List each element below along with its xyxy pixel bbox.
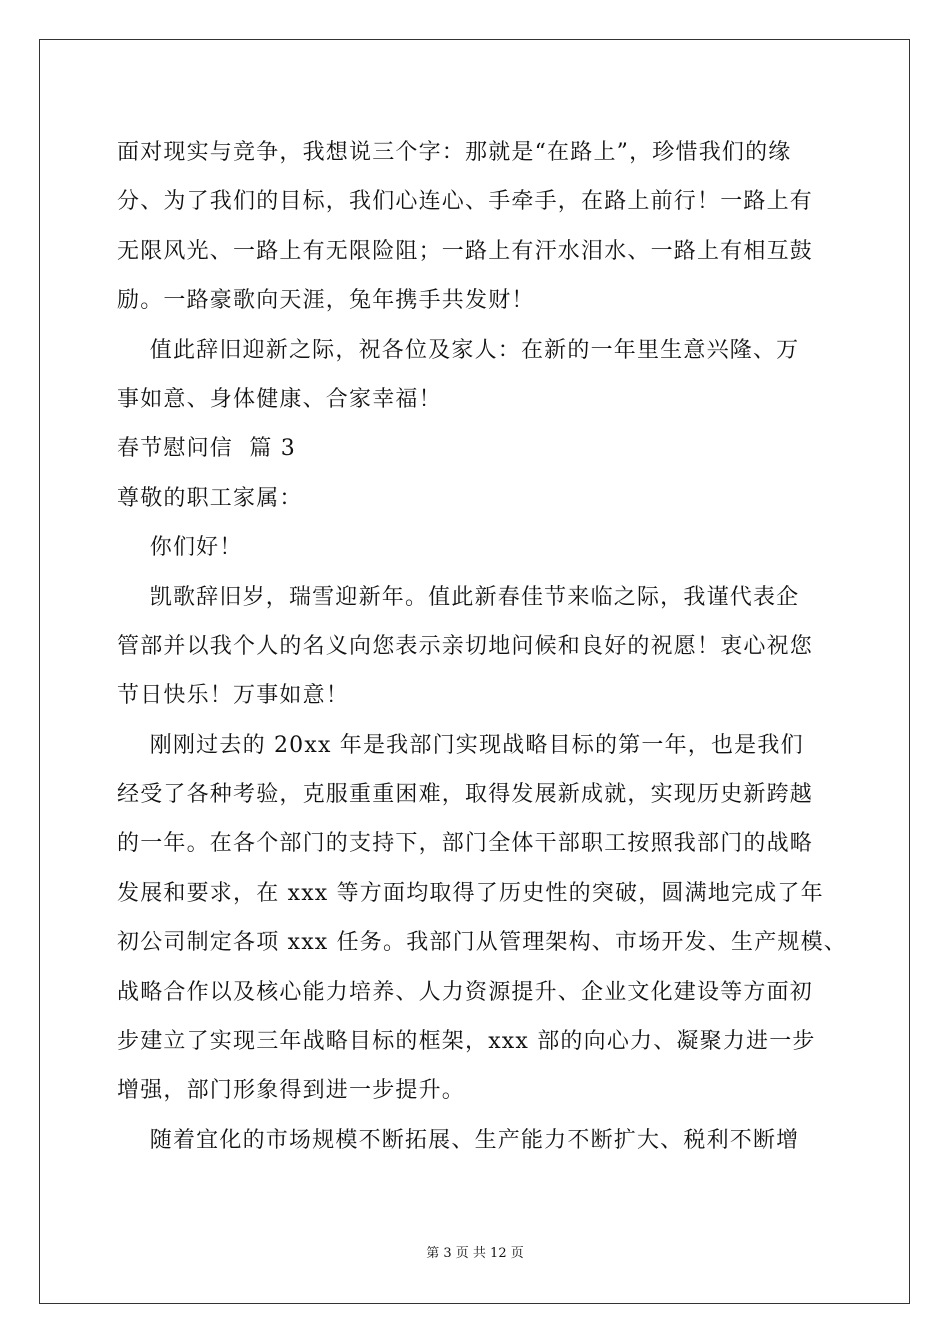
text-line: 的一年。在各个部门的支持下，部门全体干部职工按照我部门的战略 [117, 831, 814, 857]
text-line: 增强，部门形象得到进一步提升。 [117, 1078, 466, 1104]
text-line: 战略合作以及核心能力培养、人力资源提升、企业文化建设等方面初 [117, 979, 814, 1005]
section-heading: 春节慰问信 篇 3 [117, 436, 296, 462]
text-line: 值此辞旧迎新之际，祝各位及家人：在新的一年里生意兴隆、万 [117, 337, 800, 363]
text-line: 随着宜化的市场规模不断拓展、生产能力不断扩大、税利不断增 [117, 1127, 800, 1153]
text-line: 管部并以我个人的名义向您表示亲切地问候和良好的祝愿！衷心祝您 [117, 633, 814, 659]
text-line: 凯歌辞旧岁，瑞雪迎新年。值此新春佳节来临之际，我谨代表企 [117, 584, 800, 610]
text-line: 节日快乐！万事如意！ [117, 683, 350, 709]
text-line: 初公司制定各项 xxx 任务。我部门从管理架构、市场开发、生产规模、 [117, 930, 848, 956]
text-line: 面对现实与竞争，我想说三个字：那就是“在路上”，珍惜我们的缘 [117, 140, 792, 165]
text-line: 发展和要求，在 xxx 等方面均取得了历史性的突破，圆满地完成了年 [117, 880, 824, 906]
text-line: 事如意、身体健康、合家幸福！ [117, 386, 442, 412]
text-line: 分、为了我们的目标，我们心连心、手牵手，在路上前行！一路上有 [117, 189, 814, 215]
text-line: 步建立了实现三年战略目标的框架，xxx 部的向心力、凝聚力进一步 [117, 1029, 816, 1055]
text-line: 经受了各种考验，克服重重困难，取得发展新成就，实现历史新跨越 [117, 782, 814, 808]
page-footer: 第 3 页 共 12 页 [426, 1246, 524, 1261]
text-line: 刚刚过去的 20xx 年是我部门实现战略目标的第一年，也是我们 [117, 732, 804, 758]
text-line: 无限风光、一路上有无限险阻；一路上有汗水泪水、一路上有相互鼓 [117, 238, 814, 264]
greeting: 你们好！ [117, 535, 243, 561]
salutation: 尊敬的职工家属： [117, 485, 303, 511]
text-line: 励。一路豪歌向天涯，兔年携手共发财！ [117, 288, 535, 314]
document-body [117, 128, 848, 1165]
